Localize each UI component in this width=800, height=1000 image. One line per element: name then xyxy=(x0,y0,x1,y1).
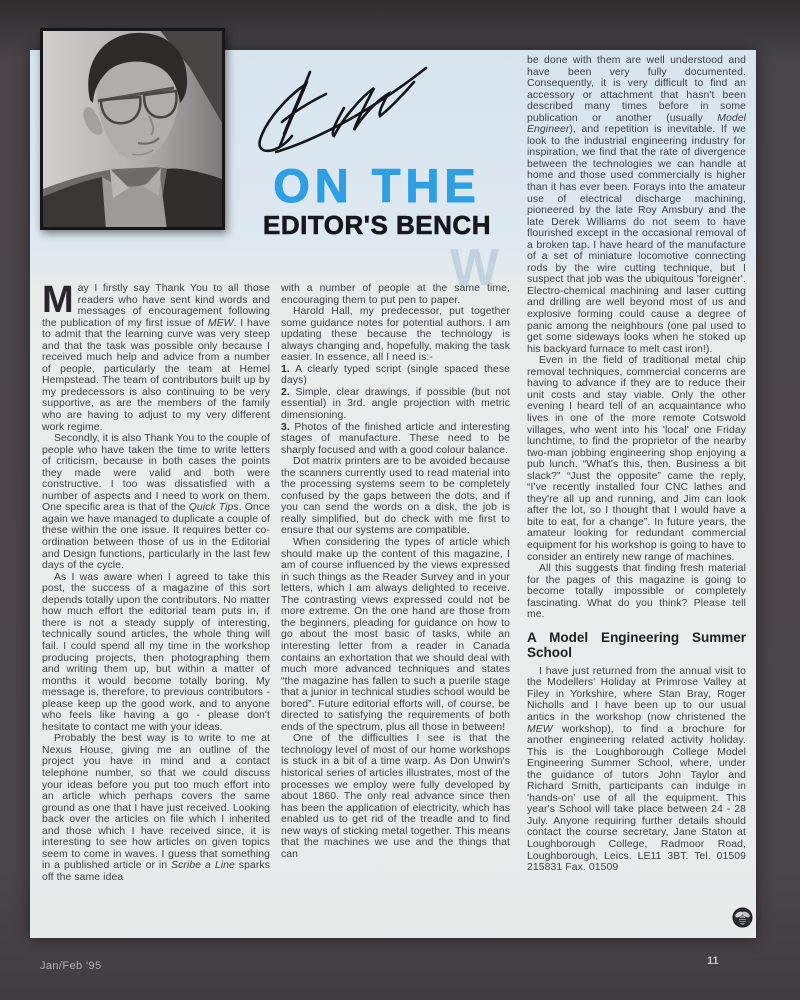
paragraph: Dot matrix printers are to be avoided because the scanners currently used to read material into the processing systems seem to be completely confused by the gaps between the dots, and if you can send the words on a disk, the job is really simplified, but do check with me first to ensure that our systems are compatible. xyxy=(281,456,510,537)
editor-signature xyxy=(226,48,441,173)
text-column-1 xyxy=(42,283,270,935)
text-column-2 xyxy=(281,283,510,935)
paragraph: be done with them are well understood and have been very fully documented. Consequently, it is very difficult to find an accessory or attachment that hasn't been described many times before in some publication or another (usually Model Engineer), and repetition is inevitable. If we look to the industrial engineering industry for inspiration, we find that the rate of divergence between the technologies we can handle at home and those used commercially is higher than it has ever been. Forays into the amateur use of electrical discharge machining, pioneered by the late Roy Amsbury and the late Derek Williams do not seem to have flourished except in the occasional removal of a broken tap. I have heard of the manufacture of a set of miniature locomotive connecting rods by the wire cutting technique, but I suspect that job was the ubiquitous 'foreigner'. Electro-chemical machining and laser cutting and drilling are well beyond most of us and explosive forming could cause a degree of panic among the neighbours (one pal used to get some sideways looks when he stoked up his backyard furnace to melt cast iron!). xyxy=(527,55,746,355)
headline-line-editors-bench: EDITOR'S BENCH xyxy=(263,210,491,240)
article-headline xyxy=(244,159,510,240)
list-item: 2. Simple, clear drawings, if possible (but not essential) in 3rd. angle projection with metric dimensioning. xyxy=(281,386,510,422)
text-column-3 xyxy=(527,55,746,933)
paragraph: Secondly, it is also Thank You to the couple of people who have taken the time to write letters of criticism, because in both cases the points they made were valid and both were constructive. I too was dissatisfied with a number of aspects and I need to work on them. One specific area is that of the Quick Tips. Once again we have managed to duplicate a couple of these within the one issue. It requires better co-ordination between those of us in the Editorial and Design functions, particularly in the last few days of the cycle. xyxy=(42,433,270,572)
paragraph: As I was aware when I agreed to take this post, the success of a magazine of this sort depends totally upon the contributors. No matter how much effort the editorial team puts in, if there is not a steady supply of interesting, technically sound articles, the whole thing will fail. I could spend all my time in the workshop producing projects, then photographing them and writing them up, but within a matter of months it would become totally boring. My message is, therefore, to previous contributors - please keep up the good work, and to anyone who feels like having a go - please don't hesitate to contact me with your ideas. xyxy=(42,571,270,733)
list-item: 1. A clearly typed script (single spaced these days) xyxy=(281,363,510,387)
editor-portrait-photo xyxy=(40,28,225,230)
paragraph: with a number of people at the same time, encouraging them to put pen to paper. xyxy=(281,283,510,306)
paragraph: All this suggests that finding fresh material for the pages of this magazine is going to become totally impossible or completely fascinating. What do you think? Please tell me. xyxy=(527,563,746,621)
paragraph: May I firstly say Thank You to all those readers who have sent kind words and messages of encouragement following the publication of my first issue of MEW. I have to admit that the learning curve was very steep and that the task was possible only because I received much help and advice from a number of people, particularly the team at Hemel Hempstead. The team of contributors built up by my predecessors is also continuing to be very supportive, as are the members of the family who are having to adjust to my very different work regime. xyxy=(42,283,270,433)
drop-cap: M xyxy=(42,283,74,321)
paragraph: One of the difficulties I see is that the technology level of most of our home workshops is stuck in a bit of a time warp. As Don Unwin's historical series of articles illustrates, most of the processes we employ were fully developed by about 1860. The only real advance since then has been the application of electricity, which has enabled us to get rid of the treadle and to find new ways of sticking metal together. This means that the machines we use and the things that can xyxy=(281,733,510,860)
paragraph: I have just returned from the annual visit to the Modellers' Holiday at Primrose Valley at Filey in Yorkshire, where Stan Bray, Roger Nicholls and I have been up to our usual antics in the workshop (now christened the MEW workshop), to find a brochure for another engineering related activity holiday. This is the Loughborough College Model Engineering Summer School, where, under the guidance of tutors John Taylor and Richard Smith, participants can indulge in 'hands-on' use of all the equipment. This year's School will take place between 24 - 28 July. Anyone requiring further details should contact the course secretary, Jane Staton at Loughborough College, Radmoor Road, Loughborough, Leics. LE11 3BT. Tel. 01509 215831 Fax. 01509 xyxy=(527,665,746,874)
showthrough-watermark: W xyxy=(450,239,500,297)
list-item: 3. Photos of the finished article and interesting stages of manufacture. These need to be sharply focused and with a good colour balance. xyxy=(281,421,510,456)
paragraph: When considering the types of article which should make up the content of this magazine, I am of course influenced by the views expressed in such things as the Reader Survey and in your letters, which I am always delighted to receive. The contrasting views expressed could not be more extreme. On the one hand are those from the beginners, pleading for guidance on how to go about the most basic of tasks, while an interesting letter from a reader in Canada contains an exhortation that we should deal with much more advanced techniques and states “the magazine has fallen to such a puerile stage that a junior in technical studies school would be bored”. Future editorial efforts will, of course, be directed to satisfying the requirements of both ends of the spectrum, plus all those in between! xyxy=(281,537,510,733)
headline-line-on-the: ON THE xyxy=(273,159,481,212)
paragraph: Probably the best way is to write to me at Nexus House, giving me an outline of the project you have in mind and a contact telephone number, so that we could discuss your ideas before you put too much effort into an article which perhaps covers the same ground as one that I have just received. Looking back over the articles on file which I inherited and those which I have received since, it is interesting to see how articles on given topics seem to come in waves. I guess that something in a published article or in Scribe a Line sparks off the same idea xyxy=(42,733,270,883)
section-subhead: A Model Engineering Summer School xyxy=(527,629,746,660)
page-number: 11 xyxy=(707,955,719,967)
paragraph: Harold Hall, my predecessor, put together some guidance notes for potential authors. I am updating these because the technology is always changing and, hopefully, making the task easier. In essence, all I need is:- xyxy=(281,306,510,364)
issue-date: Jan/Feb '95 xyxy=(40,960,102,972)
bee-end-emblem-icon xyxy=(732,907,753,928)
paragraph: Even in the field of traditional metal chip removal techniques, commercial concerns are having to advance if they are to reduce their unit costs and stay viable. Only the other evening I heard tell of an acquaintance who lives in one of the more remote Cotswold villages, who went into his 'local' one Friday lunchtime, to find the proprietor of the nearby two-man jobbing engineering shop enjoying a pub lunch. “What's this, then. Business a bit slack?” “Just the opposite” came the reply, “I've recently installed four CNC lathes and they're all up and running, and Jim can look after the lot, so I thought that I would have a bite to eat, for a change”. In future years, the amateur looking for redundant commercial equipment for his workshop is going to have to consider an entirely new range of machines. xyxy=(527,355,746,563)
